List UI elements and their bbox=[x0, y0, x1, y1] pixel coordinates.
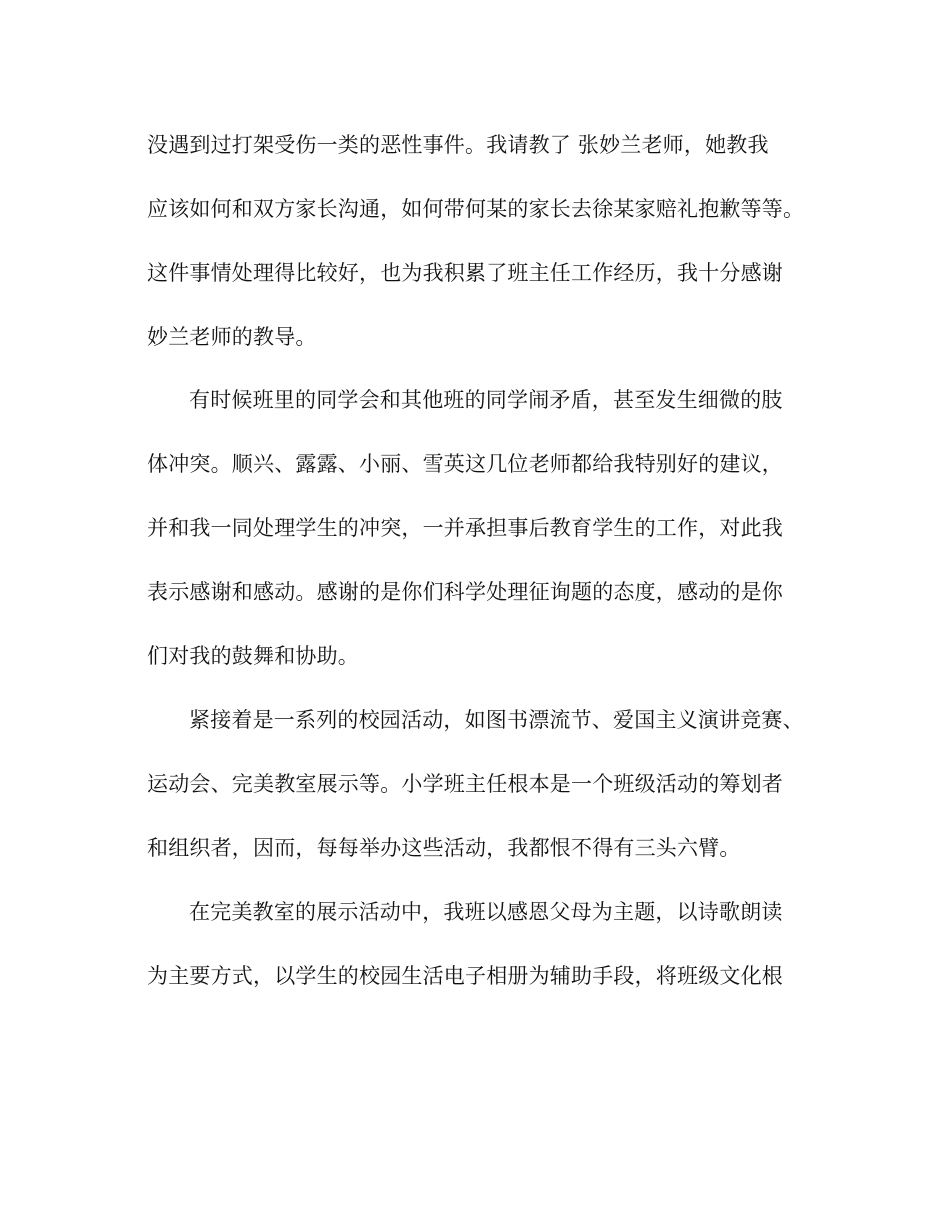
text-line: 为主要方式，以学生的校园生活电子相册为辅助手段，将班级文化根 bbox=[147, 964, 783, 988]
text-line: 并和我一同处理学生的冲突，一并承担事后教育学生的工作，对此我 bbox=[147, 516, 783, 540]
paragraph-first-line: 在完美教室的展示活动中，我班以感恩父母为主题，以诗歌朗读 bbox=[189, 900, 783, 924]
text-line: 应该如何和双方家长沟通，如何带何某的家长去徐某家赔礼抱歉等等。 bbox=[147, 197, 805, 221]
text-line: 运动会、完美教室展示等。小学班主任根本是一个班级活动的筹划者 bbox=[147, 772, 783, 796]
text-line: 们对我的鼓舞和协助。 bbox=[147, 644, 359, 668]
paragraph-first-line: 紧接着是一系列的校园活动，如图书漂流节、爱国主义演讲竞赛、 bbox=[189, 708, 804, 732]
paragraph-first-line: 有时候班里的同学会和其他班的同学闹矛盾，甚至发生细微的肢 bbox=[189, 388, 783, 412]
text-line: 没遇到过打架受伤一类的恶性事件。我请教了 张妙兰老师，她教我 bbox=[147, 133, 769, 157]
text-line: 妙兰老师的教导。 bbox=[147, 325, 317, 349]
text-line: 和组织者，因而，每每举办这些活动，我都恨不得有三头六臂。 bbox=[147, 836, 741, 860]
text-line: 这件事情处理得比较好，也为我积累了班主任工作经历，我十分感谢 bbox=[147, 261, 783, 285]
text-line: 表示感谢和感动。感谢的是你们科学处理征询题的态度，感动的是你 bbox=[147, 580, 783, 604]
text-line: 体冲突。顺兴、露露、小丽、雪英这几位老师都给我特别好的建议， bbox=[147, 452, 783, 476]
